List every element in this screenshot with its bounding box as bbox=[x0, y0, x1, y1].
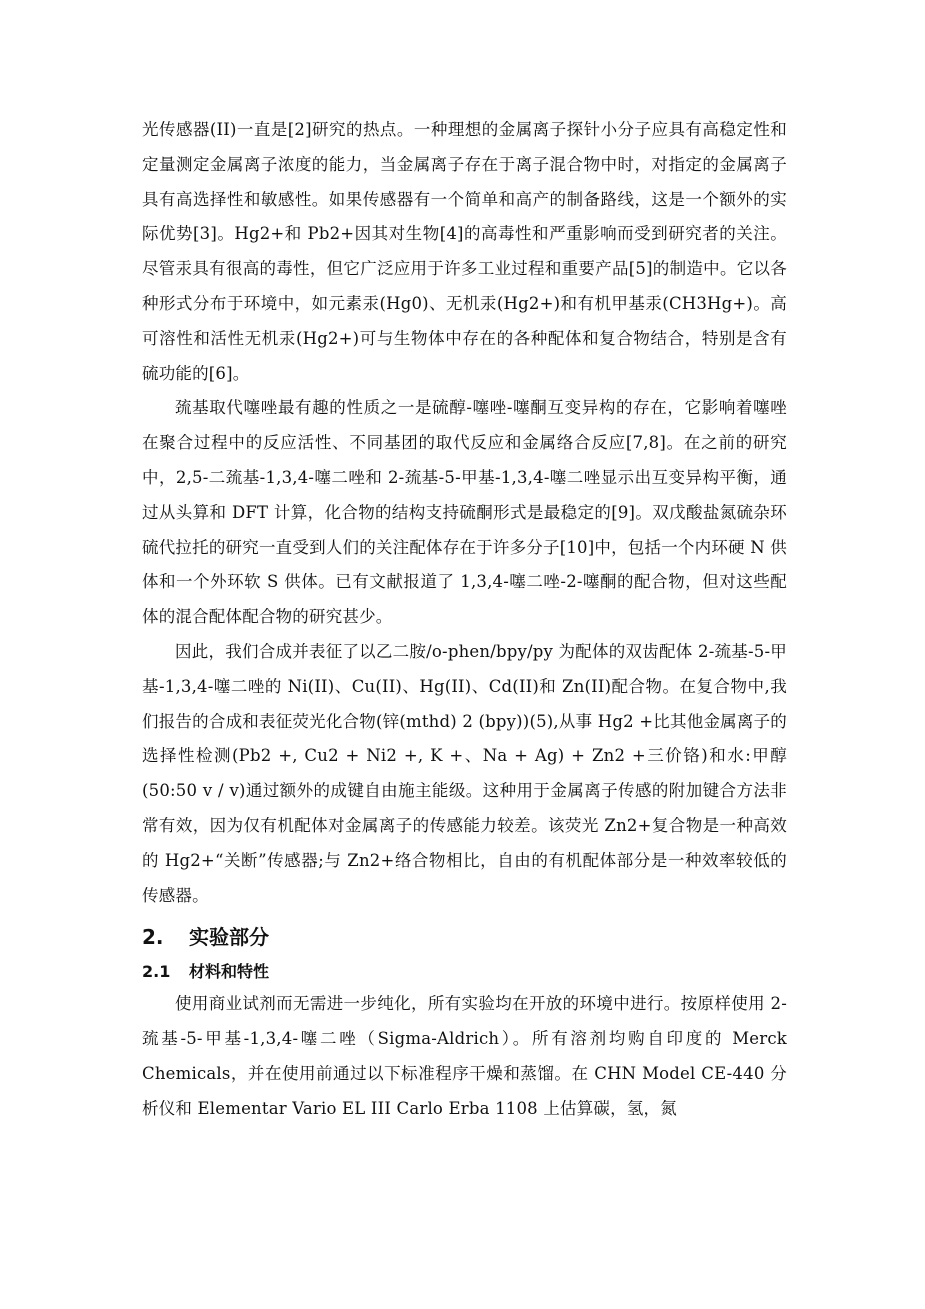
section-title: 实验部分 bbox=[189, 925, 269, 950]
paragraph-materials: 使用商业试剂而无需进一步纯化，所有实验均在开放的环境中进行。按原样使用 2-巯基-5-甲基-1,3,4-噻二唑（Sigma-Aldrich）。所有溶剂均购自印度的 Merck Chemicals，并在使用前通过以下标准程序干燥和蒸馏。在 CHN Model CE-440 分析仪和 Elementar Vario EL III Carlo Erba 1108 上估算碳，氢，氮 bbox=[142, 994, 787, 1118]
section-heading bbox=[142, 923, 787, 951]
subsection-number: 2.1 bbox=[142, 962, 171, 982]
document-page bbox=[142, 113, 787, 1127]
paragraph-synthesis-summary: 因此，我们合成并表征了以乙二胺/o-phen/bpy/py 为配体的双齿配体 2-巯基-5-甲基-1,3,4-噻二唑的 Ni(II)、Cu(II)、Hg(II)、Cd(II)和 Zn(II)配合物。在复合物中,我们报告的合成和表征荧光化合物(锌(mthd) 2 (bpy))(5),从事 Hg2 +比其他金属离子的选择性检测(Pb2 +, Cu2 + Ni2 +, K +、Na + Ag) + Zn2 +三价铬)和水:甲醇(50:50 v / v)通过额外的成键自由施主能级。这种用于金属离子传感的附加键合方法非常有效，因为仅有机配体对金属离子的传感能力较差。该荧光 Zn2+复合物是一种高效的 Hg2+“关断”传感器;与 Zn2+络合物相比，自由的有机配体部分是一种效率较低的传感器。 bbox=[142, 641, 787, 905]
subsection-title: 材料和特性 bbox=[189, 962, 270, 982]
paragraph-thiazole-tautomerism: 巯基取代噻唑最有趣的性质之一是硫醇-噻唑-噻酮互变异构的存在，它影响着噻唑在聚合过程中的反应活性、不同基团的取代反应和金属络合反应[7,8]。在之前的研究中，2,5-二巯基-1,3,4-噻二唑和 2-巯基-5-甲基-1,3,4-噻二唑显示出互变异构平衡，通过从头算和 DFT 计算，化合物的结构支持硫酮形式是最稳定的[9]。双戊酸盐氮硫杂环硫代拉托的研究一直受到人们的关注配体存在于许多分子[10]中，包括一个内环硬 N 供体和一个外环软 S 供体。已有文献报道了 1,3,4-噻二唑-2-噻酮的配合物，但对这些配体的混合配体配合物的研究甚少。 bbox=[142, 398, 787, 627]
section-number: 2. bbox=[142, 925, 164, 950]
subsection-heading bbox=[142, 959, 787, 985]
paragraph-intro-continued: 光传感器(II)一直是[2]研究的热点。一种理想的金属离子探针小分子应具有高稳定性和定量测定金属离子浓度的能力，当金属离子存在于离子混合物中时，对指定的金属离子具有高选择性和敏感性。如果传感器有一个简单和高产的制备路线，这是一个额外的实际优势[3]。Hg2+和 Pb2+因其对生物[4]的高毒性和严重影响而受到研究者的关注。尽管汞具有很高的毒性，但它广泛应用于许多工业过程和重要产品[5]的制造中。它以各种形式分布于环境中，如元素汞(Hg0)、无机汞(Hg2+)和有机甲基汞(CH3Hg+)。高可溶性和活性无机汞(Hg2+)可与生物体中存在的各种配体和复合物结合，特别是含有硫功能的[6]。 bbox=[142, 120, 787, 383]
